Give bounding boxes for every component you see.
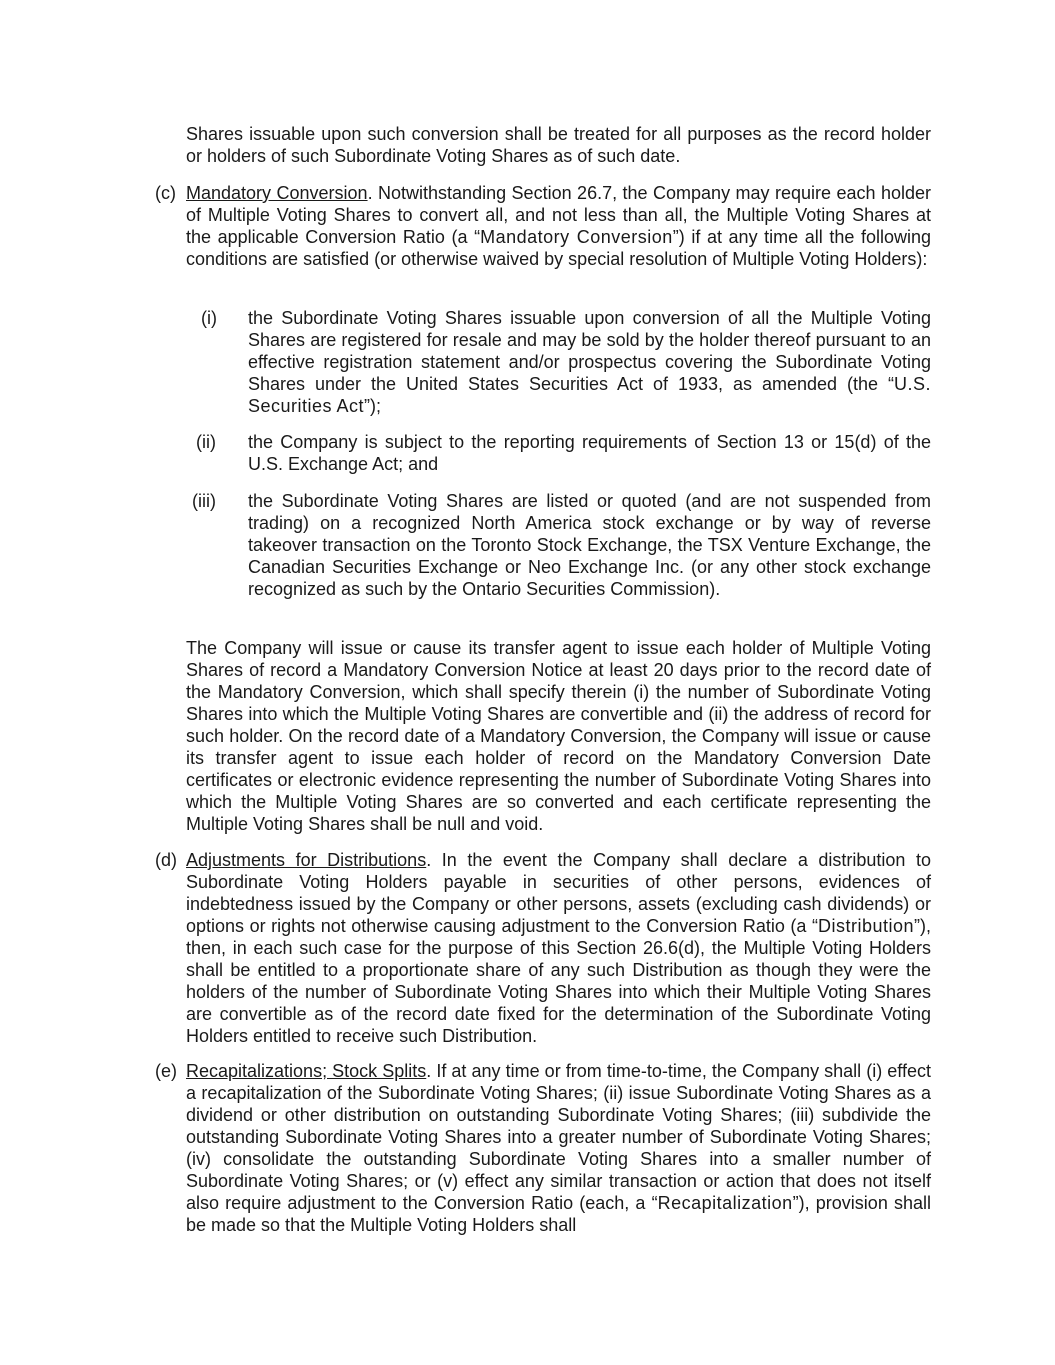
section-d-defined-term: Distribution xyxy=(817,916,914,936)
section-d-paragraph xyxy=(186,849,931,1047)
section-e-defined-term: Recapitalization xyxy=(657,1193,793,1213)
section-d-heading: Adjustments for Distributions xyxy=(186,850,427,870)
condition-ii-paragraph xyxy=(248,431,931,475)
section-c-paragraph xyxy=(186,182,931,270)
section-c-body-1: . Notwithstanding Section 26.7, the Company may require each holder of Multiple Voting Shares to convert all, and not less than all, the Multiple Voting Shares at the applicable Conversion Ratio (a “ xyxy=(186,183,932,247)
condition-i-marker: (i) xyxy=(201,308,217,328)
section-e-marker: (e) xyxy=(155,1061,177,1081)
condition-iii-paragraph xyxy=(248,490,931,600)
notice-paragraph-text: The Company will issue or cause its transfer agent to issue each holder of Multiple Voting Shares of record a Mandatory Conversion Notice at least 20 days prior to the record date of the Mandatory Conversion, which shall specify therein (i) the number of Subordinate Voting Shares into which the Multiple Voting Shares are convertible and (ii) the address of record for such holder. On the record date of a Mandatory Conversion, the Company will issue or cause its transfer agent to issue each holder of record on the Mandatory Conversion Date certificates or electronic evidence representing the number of Subordinate Voting Shares into which the Multiple Voting Shares are so converted and each certificate representing the Multiple Voting Shares shall be null and void. xyxy=(186,638,931,834)
condition-i-paragraph xyxy=(248,307,931,417)
mandatory-conversion-notice-paragraph xyxy=(186,637,931,835)
section-d-body-2: ”), then, in each such case for the purpose of this Section 26.6(d), the Multiple Voting Holders shall be entitled to a proportionate share of any such Distribution as though they were the holders of the number of Subordinate Voting Shares into which their Multiple Voting Shares are convertible as of the record date fixed for the determination of the Subordinate Voting Holders entitled to receive such Distribution. xyxy=(186,916,931,1046)
condition-ii-marker: (ii) xyxy=(196,432,216,452)
condition-iii-marker: (iii) xyxy=(192,491,216,511)
condition-i-text-1: the Subordinate Voting Shares issuable upon conversion of all the Multiple Voting Shares are registered for resale and may be sold by the holder thereof pursuant to an effective registration statement and/or prospectus covering the Subordinate Voting Shares under the United States Securities Act of 1933, as amended (the “ xyxy=(248,308,931,394)
section-e-paragraph xyxy=(186,1060,931,1236)
condition-ii-text: the Company is subject to the reporting requirements of Section 13 or 15(d) of the U.S. Exchange Act; and xyxy=(248,432,931,474)
continuation-text: Shares issuable upon such conversion shall be treated for all purposes as the record holder or holders of such Subordinate Voting Shares as of such date. xyxy=(186,124,931,166)
condition-i-text-2: ”); xyxy=(364,396,382,416)
condition-i-defined-term: U.S. Securities Act xyxy=(248,374,931,416)
section-c-defined-term: Mandatory Conversion xyxy=(480,227,673,247)
section-c-marker: (c) xyxy=(155,183,176,203)
section-c-body-2: ”) if at any time all the following conditions are satisfied (or otherwise waived by special resolution of Multiple Voting Holders): xyxy=(186,227,931,269)
section-d-marker: (d) xyxy=(155,850,177,870)
section-e-body-1: . If at any time or from time-to-time, the Company shall (i) effect a recapitalization of the Subordinate Voting Shares; (ii) issue Subordinate Voting Shares as a dividend or other distribution on outstanding Subordinate Voting Shares; (iii) subdivide the outstanding Subordinate Voting Shares into a greater number of Subordinate Voting Shares; (iv) consolidate the outstanding Subordinate Voting Shares into a smaller number of Subordinate Voting Shares; or (v) effect any similar transaction or action that does not itself also require adjustment to the Conversion Ratio (each, a “ xyxy=(186,1061,931,1213)
continuation-paragraph xyxy=(186,123,931,167)
section-d-body-1: . In the event the Company shall declare a distribution to Subordinate Voting Holders payable in securities of other persons, evidences of indebtedness issued by the Company or other persons, assets (excluding cash dividends) or options or rights not otherwise causing adjustment to the Conversion Ratio (a “ xyxy=(186,850,931,936)
section-c-heading: Mandatory Conversion xyxy=(186,183,368,203)
section-e-body-2: ”), provision shall be made so that the Multiple Voting Holders shall xyxy=(186,1193,931,1235)
section-e-heading: Recapitalizations; Stock Splits xyxy=(186,1061,427,1081)
condition-iii-text: the Subordinate Voting Shares are listed or quoted (and are not suspended from trading) on a recognized North America stock exchange or by way of reverse takeover transaction on the Toronto Stock Exchange, the TSX Venture Exchange, the Canadian Securities Exchange or Neo Exchange Inc. (or any other stock exchange recognized as such by the Ontario Securities Commission). xyxy=(248,491,931,599)
